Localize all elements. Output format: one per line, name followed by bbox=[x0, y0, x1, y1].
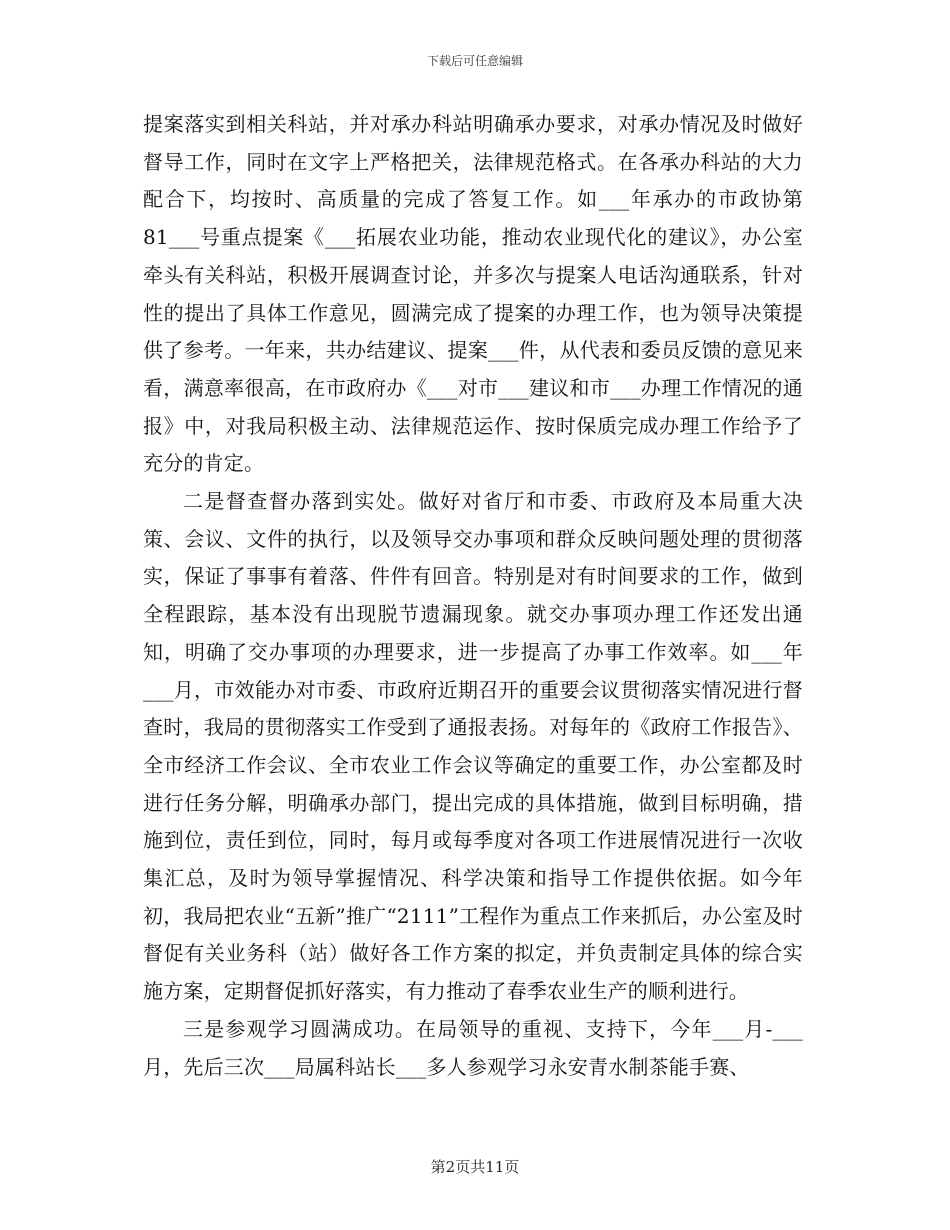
paragraph-1: 提案落实到相关科站，并对承办科站明确承办要求，对承办情况及时做好督导工作，同时在文字上严格把关，法律规范格式。在各承办科站的大力配合下，均按时、高质量的完成了答复工作。如___年承办的市政协第81___号重点提案《___拓展农业功能，推动农业现代化的建议》，办公室牵头有关科站，积极开展调查讨论，并多次与提案人电话沟通联系，针对性的提出了具体工作意见，圆满完成了提案的办理工作，也为领导决策提供了参考。一年来，共办结建议、提案___件，从代表和委员反馈的意见来看，满意率很高，在市政府办《___对市___建议和市___办理工作情况的通报》中，对我局积极主动、法律规范运作、按时保质完成办理工作给予了充分的肯定。 bbox=[143, 112, 803, 476]
document-body bbox=[143, 106, 803, 1086]
page-header: 下载后可任意编辑 bbox=[426, 54, 523, 68]
paragraph-2: 二是督查督办落到实处。做好对省厅和市委、市政府及本局重大决策、会议、文件的执行，以及领导交办事项和群众反映问题处理的贯彻落实，保证了事事有着落、件件有回音。特别是对有时间要求的工作，做到全程跟踪，基本没有出现脱节遗漏现象。就交办事项办理工作还发出通知，明确了交办事项的办理要求，进一步提高了办事工作效率。如___年___月，市效能办对市委、市政府近期召开的重要会议贯彻落实情况进行督查时，我局的贯彻落实工作受到了通报表扬。对每年的《政府工作报告》、全市经济工作会议、全市农业工作会议等确定的重要工作，办公室都及时进行任务分解，明确承办部门，提出完成的具体措施，做到目标明确，措施到位，责任到位，同时，每月或每季度对各项工作进展情况进行一次收集汇总，及时为领导掌握情况、科学决策和指导工作提供依据。如今年初，我局把农业“五新”推广“2111”工程作为重点工作来抓后，办公室及时督促有关业务科（站）做好各工作方案的拟定，并负责制定具体的综合实施方案，定期督促抓好落实，有力推动了春季农业生产的顺利进行。 bbox=[143, 489, 803, 1004]
paragraph-3: 三是参观学习圆满成功。在局领导的重视、支持下，今年___月-___月，先后三次___局属科站长___多人参观学习永安青水制茶能手赛、 bbox=[143, 1016, 803, 1079]
page-footer: 第2页共11页 bbox=[430, 1158, 520, 1176]
